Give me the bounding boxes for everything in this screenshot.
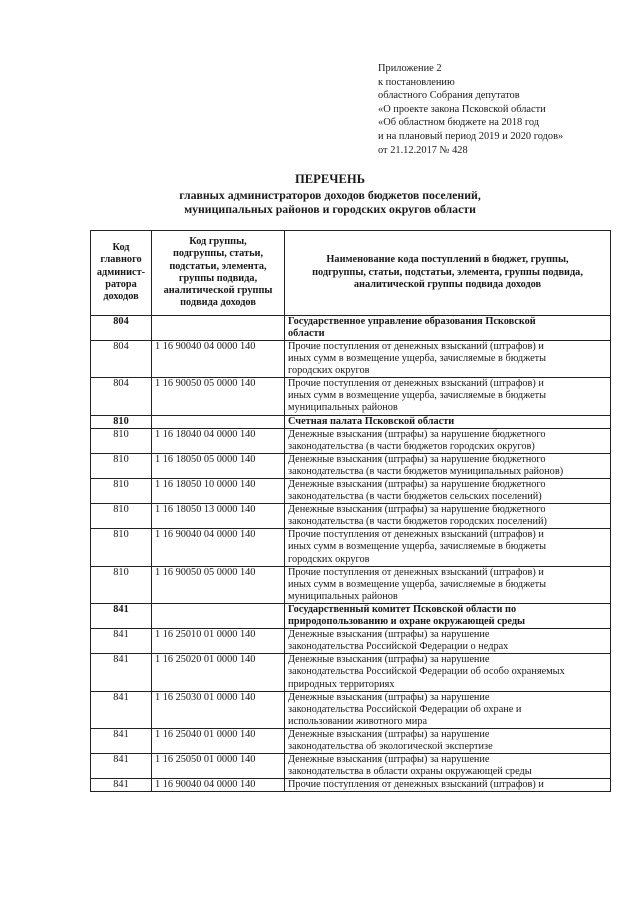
name-line: Денежные взыскания (штрафы) за нарушение <box>288 629 490 641</box>
kbk-code-cell <box>152 603 285 628</box>
name-cell <box>285 654 611 691</box>
admin-code-cell: 810 <box>91 428 152 453</box>
admin-code-cell: 841 <box>91 603 152 628</box>
document-title <box>100 172 560 217</box>
title-line: главных администраторов доходов бюджетов поселений, <box>179 187 481 202</box>
header-admin-code: Код главного админист- ратора доходов <box>91 231 152 316</box>
admin-code-cell: 841 <box>91 779 152 792</box>
name-line: законодательства (в части бюджетов муниципальных районов) <box>288 465 564 477</box>
name-line: законодательства в области охраны окружающей среды <box>288 766 532 778</box>
annex-line: от 21.12.2017 № 428 <box>378 144 468 156</box>
name-line: муниципальных районов <box>288 402 398 414</box>
name-line: Денежные взыскания (штрафы) за нарушение бюджетного <box>288 479 546 490</box>
kbk-code-cell: 1 16 90040 04 0000 140 <box>152 779 285 792</box>
title-line: муниципальных районов и городских округов области <box>184 202 476 216</box>
admin-code-cell: 810 <box>91 453 152 478</box>
name-line: законодательства Российской Федерации о недрах <box>288 641 509 653</box>
name-cell <box>285 566 611 603</box>
name-cell <box>285 415 611 428</box>
table-row <box>91 479 611 504</box>
table-group-row <box>91 415 611 428</box>
table-group-row <box>91 315 611 340</box>
kbk-code-cell: 1 16 18050 13 0000 140 <box>152 504 285 529</box>
name-line: иных сумм в возмещение ущерба, зачисляемые в бюджеты <box>288 353 547 365</box>
name-line: иных сумм в возмещение ущерба, зачисляемые в бюджеты <box>288 541 547 553</box>
name-line: Денежные взыскания (штрафы) за нарушение бюджетного <box>288 428 546 440</box>
kbk-code-cell: 1 16 25040 01 0000 140 <box>152 728 285 753</box>
table-row <box>91 691 611 728</box>
name-line: законодательства (в части бюджетов городских поселений) <box>288 516 547 528</box>
header-kbk-code: Код группы, подгруппы, статьи, подстатьи, элемента, группы подвида, аналитической группы подвида доходов <box>152 231 285 316</box>
admin-code-cell: 810 <box>91 529 152 566</box>
name-line: иных сумм в возмещение ущерба, зачисляемые в бюджеты <box>288 390 547 402</box>
name-line: области <box>288 327 325 339</box>
kbk-code-cell: 1 16 25020 01 0000 140 <box>152 654 285 691</box>
kbk-code-cell <box>152 315 285 340</box>
name-cell <box>285 691 611 728</box>
name-line: Прочие поступления от денежных взысканий (штрафов) и <box>288 779 544 791</box>
kbk-code-cell: 1 16 90050 05 0000 140 <box>152 378 285 415</box>
table-row <box>91 453 611 478</box>
name-line: природных территориях <box>288 678 395 690</box>
table-row <box>91 629 611 654</box>
admin-code-cell: 841 <box>91 654 152 691</box>
admin-code-cell: 841 <box>91 754 152 779</box>
name-line: Денежные взыскания (штрафы) за нарушение бюджетного <box>288 453 546 465</box>
annex-line: «Об областном бюджете на 2018 год <box>378 117 540 129</box>
table-row <box>91 529 611 566</box>
name-line: Прочие поступления от денежных взысканий (штрафов) и <box>288 378 544 390</box>
name-line: иных сумм в возмещение ущерба, зачисляемые в бюджеты <box>288 578 547 590</box>
name-cell <box>285 754 611 779</box>
admin-code-cell: 810 <box>91 504 152 529</box>
name-line: законодательства (в части бюджетов городских округов) <box>288 440 535 452</box>
annex-line: к постановлению <box>378 76 455 88</box>
table-group-row <box>91 603 611 628</box>
title-heading: ПЕРЕЧЕНЬ <box>294 172 366 186</box>
header-name: Наименование кода поступлений в бюджет, группы, подгруппы, статьи, подстатьи, элемента, группы подвида, аналитической группы подвида доходов <box>285 231 611 316</box>
name-line: Денежные взыскания (штрафы) за нарушение <box>288 654 490 666</box>
name-cell <box>285 315 611 340</box>
name-line: законодательства (в части бюджетов сельских поселений) <box>288 491 542 503</box>
admin-code-cell: 810 <box>91 415 152 428</box>
table-row <box>91 654 611 691</box>
kbk-code-cell: 1 16 25050 01 0000 140 <box>152 754 285 779</box>
name-cell <box>285 629 611 654</box>
kbk-code-cell: 1 16 25030 01 0000 140 <box>152 691 285 728</box>
name-line: муниципальных районов <box>288 590 398 602</box>
admin-code-cell: 841 <box>91 691 152 728</box>
name-line: использовании животного мира <box>288 715 428 727</box>
admin-code-cell: 810 <box>91 479 152 504</box>
table-row <box>91 728 611 753</box>
name-cell <box>285 529 611 566</box>
kbk-code-cell <box>152 415 285 428</box>
name-cell <box>285 603 611 628</box>
annex-line: областного Собрания депутатов <box>378 90 520 102</box>
admin-code-cell: 804 <box>91 378 152 415</box>
kbk-code-cell: 1 16 90040 04 0000 140 <box>152 529 285 566</box>
name-line: Прочие поступления от денежных взысканий (штрафов) и <box>288 340 544 352</box>
annex-line: «О проекте закона Псковской области <box>378 103 546 115</box>
name-line: Счетная палата Псковской области <box>288 415 455 427</box>
table-body <box>91 315 611 792</box>
table-row <box>91 340 611 377</box>
table-row <box>91 504 611 529</box>
name-line: законодательства Российской Федерации об особо охраняемых <box>288 666 565 678</box>
admin-code-cell: 841 <box>91 728 152 753</box>
admin-code-cell: 804 <box>91 315 152 340</box>
name-line: Прочие поступления от денежных взысканий (штрафов) и <box>288 529 544 541</box>
name-cell <box>285 453 611 478</box>
table-row <box>91 779 611 792</box>
annex-line: Приложение 2 <box>378 63 442 74</box>
admin-code-cell: 841 <box>91 629 152 654</box>
annex-line: и на плановый период 2019 и 2020 годов» <box>378 130 564 142</box>
kbk-code-cell: 1 16 25010 01 0000 140 <box>152 629 285 654</box>
name-cell <box>285 779 611 792</box>
table-header-row <box>91 231 611 316</box>
name-line: Денежные взыскания (штрафы) за нарушение <box>288 754 490 766</box>
kbk-code-cell: 1 16 18050 05 0000 140 <box>152 453 285 478</box>
name-line: Прочие поступления от денежных взысканий (штрафов) и <box>288 566 544 578</box>
name-cell <box>285 504 611 529</box>
name-line: природопользованию и охране окружающей среды <box>288 616 526 628</box>
table-row <box>91 428 611 453</box>
name-cell <box>285 428 611 453</box>
name-line: Государственное управление образования Псковской <box>288 315 536 327</box>
kbk-code-cell: 1 16 18050 10 0000 140 <box>152 479 285 504</box>
name-cell <box>285 728 611 753</box>
revenue-administrators-table <box>90 230 611 792</box>
name-line: городских округов <box>288 553 370 565</box>
table-row <box>91 754 611 779</box>
table-row <box>91 566 611 603</box>
kbk-code-cell: 1 16 18040 04 0000 140 <box>152 428 285 453</box>
name-cell <box>285 340 611 377</box>
annex-header <box>378 62 563 157</box>
kbk-code-cell: 1 16 90040 04 0000 140 <box>152 340 285 377</box>
admin-code-cell: 804 <box>91 340 152 377</box>
name-cell <box>285 479 611 504</box>
name-cell <box>285 378 611 415</box>
name-line: городских округов <box>288 365 370 377</box>
kbk-code-cell: 1 16 90050 05 0000 140 <box>152 566 285 603</box>
name-line: Денежные взыскания (штрафы) за нарушение <box>288 691 490 703</box>
name-line: законодательства об экологической экспертизе <box>288 740 493 752</box>
admin-code-cell: 810 <box>91 566 152 603</box>
name-line: Денежные взыскания (штрафы) за нарушение <box>288 728 490 740</box>
name-line: Денежные взыскания (штрафы) за нарушение бюджетного <box>288 504 546 516</box>
name-line: Государственный комитет Псковской области по <box>288 603 517 615</box>
name-line: законодательства Российской Федерации об охране и <box>288 703 522 715</box>
table-row <box>91 378 611 415</box>
